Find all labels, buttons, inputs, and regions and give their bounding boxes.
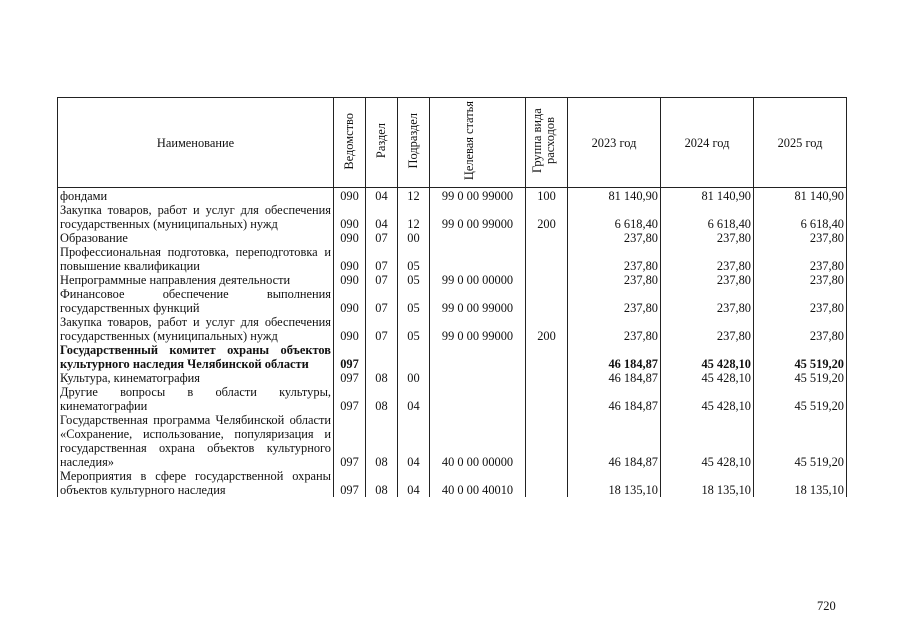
row-value-2023: 237,80 [568, 245, 661, 273]
row-value-2024: 237,80 [661, 287, 754, 315]
row-razdel: 08 [366, 371, 398, 385]
row-value-2023: 237,80 [568, 315, 661, 343]
row-razdel [366, 343, 398, 371]
table-row [58, 315, 847, 343]
row-razdel: 08 [366, 385, 398, 413]
row-name: Профессиональная подготовка, переподготовка и повышение квалификации [58, 245, 334, 273]
row-gruppa-vida-rashodov [526, 413, 568, 469]
row-razdel: 07 [366, 245, 398, 273]
table-row [58, 273, 847, 287]
row-gruppa-vida-rashodov [526, 245, 568, 273]
row-celevaya-statya [430, 343, 526, 371]
row-gruppa-vida-rashodov [526, 371, 568, 385]
row-celevaya-statya: 40 0 00 00000 [430, 413, 526, 469]
row-podrazdel: 00 [398, 231, 430, 245]
row-gruppa-vida-rashodov: 200 [526, 203, 568, 231]
row-celevaya-statya: 99 0 00 99000 [430, 315, 526, 343]
row-podrazdel: 12 [398, 188, 430, 204]
row-vedomstvo: 090 [334, 245, 366, 273]
row-celevaya-statya: 40 0 00 40010 [430, 469, 526, 497]
row-value-2024: 237,80 [661, 273, 754, 287]
row-vedomstvo: 090 [334, 287, 366, 315]
table-row [58, 413, 847, 469]
row-podrazdel: 04 [398, 385, 430, 413]
row-vedomstvo: 090 [334, 188, 366, 204]
row-celevaya-statya: 99 0 00 99000 [430, 203, 526, 231]
row-razdel: 07 [366, 273, 398, 287]
row-value-2025: 237,80 [754, 315, 847, 343]
row-value-2025: 45 519,20 [754, 371, 847, 385]
row-value-2025: 237,80 [754, 231, 847, 245]
row-value-2025: 237,80 [754, 287, 847, 315]
row-podrazdel: 05 [398, 315, 430, 343]
table-row [58, 188, 847, 204]
row-value-2024: 81 140,90 [661, 188, 754, 204]
row-razdel: 04 [366, 203, 398, 231]
header-gruppa-vida-rashodov: Группа вида расходов [526, 98, 568, 188]
row-name: фондами [58, 188, 334, 204]
row-name: Образование [58, 231, 334, 245]
row-celevaya-statya: 99 0 00 99000 [430, 188, 526, 204]
row-gruppa-vida-rashodov: 100 [526, 188, 568, 204]
row-value-2024: 45 428,10 [661, 413, 754, 469]
row-value-2024: 18 135,10 [661, 469, 754, 497]
row-vedomstvo: 097 [334, 413, 366, 469]
row-value-2023: 237,80 [568, 231, 661, 245]
row-gruppa-vida-rashodov [526, 343, 568, 371]
row-vedomstvo: 097 [334, 385, 366, 413]
row-gruppa-vida-rashodov [526, 231, 568, 245]
row-vedomstvo: 097 [334, 343, 366, 371]
row-value-2023: 18 135,10 [568, 469, 661, 497]
header-razdel: Раздел [366, 98, 398, 188]
row-podrazdel: 04 [398, 469, 430, 497]
row-value-2024: 45 428,10 [661, 385, 754, 413]
row-name: Мероприятия в сфере государственной охраны объектов культурного наследия [58, 469, 334, 497]
row-value-2024: 237,80 [661, 245, 754, 273]
table-row [58, 203, 847, 231]
row-name: Государственный комитет охраны объектов культурного наследия Челябинской области [58, 343, 334, 371]
row-podrazdel: 00 [398, 371, 430, 385]
row-celevaya-statya: 99 0 00 00000 [430, 273, 526, 287]
row-gruppa-vida-rashodov [526, 287, 568, 315]
row-razdel: 07 [366, 315, 398, 343]
row-podrazdel [398, 343, 430, 371]
row-vedomstvo: 090 [334, 203, 366, 231]
row-value-2024: 45 428,10 [661, 343, 754, 371]
row-celevaya-statya [430, 371, 526, 385]
table-row [58, 245, 847, 273]
table-body [58, 188, 847, 498]
row-name: Государственная программа Челябинской области «Сохранение, использование, популяризация и государственная охрана объектов культурного наследия» [58, 413, 334, 469]
row-value-2023: 46 184,87 [568, 413, 661, 469]
header-celevaya-statya: Целевая статья [430, 98, 526, 188]
row-podrazdel: 12 [398, 203, 430, 231]
table-row [58, 231, 847, 245]
row-value-2025: 237,80 [754, 273, 847, 287]
table-header-row [58, 98, 847, 188]
row-vedomstvo: 097 [334, 469, 366, 497]
row-celevaya-statya: 99 0 00 99000 [430, 287, 526, 315]
row-value-2023: 46 184,87 [568, 343, 661, 371]
row-name: Закупка товаров, работ и услуг для обеспечения государственных (муниципальных) нужд [58, 315, 334, 343]
table-row [58, 469, 847, 497]
table-row [58, 343, 847, 371]
header-year-2025: 2025 год [754, 98, 847, 188]
row-value-2024: 237,80 [661, 231, 754, 245]
table-row [58, 287, 847, 315]
row-name: Другие вопросы в области культуры, кинематографии [58, 385, 334, 413]
row-value-2025: 45 519,20 [754, 343, 847, 371]
row-value-2023: 237,80 [568, 287, 661, 315]
header-name: Наименование [58, 98, 334, 188]
row-vedomstvo: 090 [334, 273, 366, 287]
row-podrazdel: 05 [398, 273, 430, 287]
table-row [58, 385, 847, 413]
row-vedomstvo: 090 [334, 231, 366, 245]
row-podrazdel: 04 [398, 413, 430, 469]
table-row [58, 371, 847, 385]
row-value-2023: 46 184,87 [568, 385, 661, 413]
row-podrazdel: 05 [398, 245, 430, 273]
header-vedomstvo: Ведомство [334, 98, 366, 188]
row-celevaya-statya [430, 245, 526, 273]
row-value-2025: 81 140,90 [754, 188, 847, 204]
row-value-2023: 6 618,40 [568, 203, 661, 231]
budget-table [57, 97, 847, 497]
row-razdel: 04 [366, 188, 398, 204]
header-year-2023: 2023 год [568, 98, 661, 188]
row-value-2025: 45 519,20 [754, 413, 847, 469]
row-podrazdel: 05 [398, 287, 430, 315]
row-celevaya-statya [430, 231, 526, 245]
row-name: Финансовое обеспечение выполнения государственных функций [58, 287, 334, 315]
row-name: Закупка товаров, работ и услуг для обеспечения государственных (муниципальных) нужд [58, 203, 334, 231]
header-year-2024: 2024 год [661, 98, 754, 188]
row-gruppa-vida-rashodov: 200 [526, 315, 568, 343]
row-gruppa-vida-rashodov [526, 469, 568, 497]
row-value-2025: 6 618,40 [754, 203, 847, 231]
row-value-2024: 45 428,10 [661, 371, 754, 385]
row-razdel: 07 [366, 231, 398, 245]
row-name: Непрограммные направления деятельности [58, 273, 334, 287]
row-value-2023: 81 140,90 [568, 188, 661, 204]
row-vedomstvo: 097 [334, 371, 366, 385]
row-name: Культура, кинематография [58, 371, 334, 385]
row-gruppa-vida-rashodov [526, 273, 568, 287]
row-value-2024: 237,80 [661, 315, 754, 343]
header-podrazdel: Подраздел [398, 98, 430, 188]
row-gruppa-vida-rashodov [526, 385, 568, 413]
row-value-2025: 18 135,10 [754, 469, 847, 497]
row-value-2025: 45 519,20 [754, 385, 847, 413]
row-razdel: 07 [366, 287, 398, 315]
row-vedomstvo: 090 [334, 315, 366, 343]
row-value-2023: 237,80 [568, 273, 661, 287]
row-value-2024: 6 618,40 [661, 203, 754, 231]
row-razdel: 08 [366, 413, 398, 469]
row-razdel: 08 [366, 469, 398, 497]
row-celevaya-statya [430, 385, 526, 413]
page-number: 720 [817, 599, 836, 613]
row-value-2023: 46 184,87 [568, 371, 661, 385]
row-value-2025: 237,80 [754, 245, 847, 273]
